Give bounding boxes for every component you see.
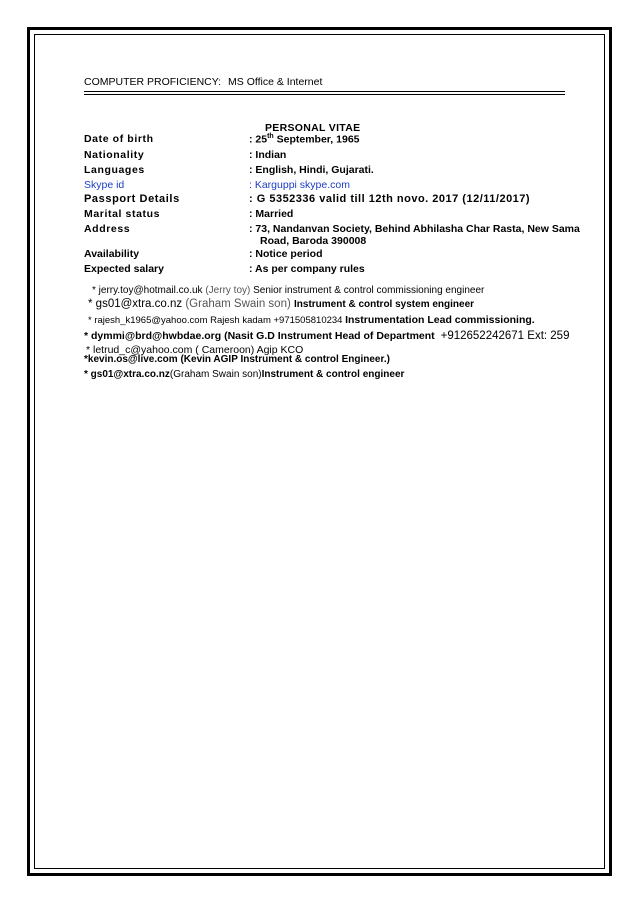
- contact-name: ( Cameroon) Agip KCO: [192, 344, 304, 356]
- contact-name: Rajesh kadam +971505810234: [207, 315, 346, 326]
- contact-name: (Jerry toy): [202, 285, 254, 296]
- availability-label: Availability: [84, 248, 140, 260]
- contact-line: [84, 354, 390, 365]
- header-rule-thin: [84, 94, 565, 95]
- header-rule: [84, 91, 565, 92]
- contact-email: * gs01@xtra.co.nz: [88, 298, 183, 310]
- dob-value: : 25th September, 1965: [249, 133, 360, 146]
- contact-email: * jerry.toy@hotmail.co.uk: [92, 285, 203, 296]
- computer-proficiency-value: MS Office & Internet: [228, 76, 323, 88]
- dob-label: Date of birth: [84, 133, 154, 145]
- contact-role: Instrument & control engineer: [261, 369, 405, 380]
- salary-value: : As per company rules: [249, 263, 365, 275]
- nationality-value: : Indian: [249, 149, 287, 161]
- contact-line: [92, 285, 484, 296]
- contact-name: (Kevin AGIP Instrument & control Engineer.): [177, 354, 390, 365]
- contact-email: * rajesh_k1965@yahoo.com: [88, 315, 208, 326]
- languages-value: : English, Hindi, Gujarati.: [249, 164, 374, 176]
- contact-line: [84, 369, 404, 380]
- contact-role: Senior instrument & control commissioning engineer: [253, 285, 485, 296]
- contact-name: (Nasit G.D Instrument Head of Department: [221, 330, 438, 342]
- languages-label: Languages: [84, 164, 145, 176]
- salary-label: Expected salary: [84, 263, 164, 275]
- contact-role: +912652242671 Ext: 259: [440, 330, 570, 342]
- contact-email: * dymmi@brd@hwbdae.org: [84, 330, 222, 342]
- contact-name: (Graham Swain son): [182, 298, 294, 310]
- address-value: : 73, Nandanvan Society, Behind Abhilasha Char Rasta, New Sama Road, Baroda 390008: [249, 223, 580, 247]
- contact-email: * gs01@xtra.co.nz: [84, 369, 170, 380]
- contact-email: * letrud_c@yahoo.com: [86, 344, 193, 356]
- contact-role: Instrument & control system engineer: [294, 299, 475, 310]
- contact-line: [88, 314, 535, 326]
- nationality-label: Nationality: [84, 149, 145, 161]
- contact-email: *kevin.os@live.com: [84, 354, 178, 365]
- contact-role: Instrumentation Lead commissioning.: [345, 314, 535, 326]
- contact-name: (Graham Swain son): [169, 369, 262, 380]
- contact-line: [84, 330, 569, 342]
- section-title: PERSONAL VITAE: [265, 122, 361, 134]
- contact-line: [88, 298, 474, 310]
- availability-value: : Notice period: [249, 248, 323, 260]
- marital-value: : Married: [249, 208, 294, 220]
- skype-value: : Karguppi skype.com: [249, 179, 350, 191]
- skype-label: Skype id: [84, 179, 125, 191]
- computer-proficiency-label: COMPUTER PROFICIENCY:: [84, 76, 222, 88]
- address-label: Address: [84, 223, 131, 235]
- computer-proficiency-line: [84, 76, 322, 88]
- marital-label: Marital status: [84, 208, 161, 220]
- passport-label: Passport Details: [84, 193, 180, 205]
- passport-value: : G 5352336 valid till 12th novo. 2017 (12/11/2017): [249, 193, 531, 205]
